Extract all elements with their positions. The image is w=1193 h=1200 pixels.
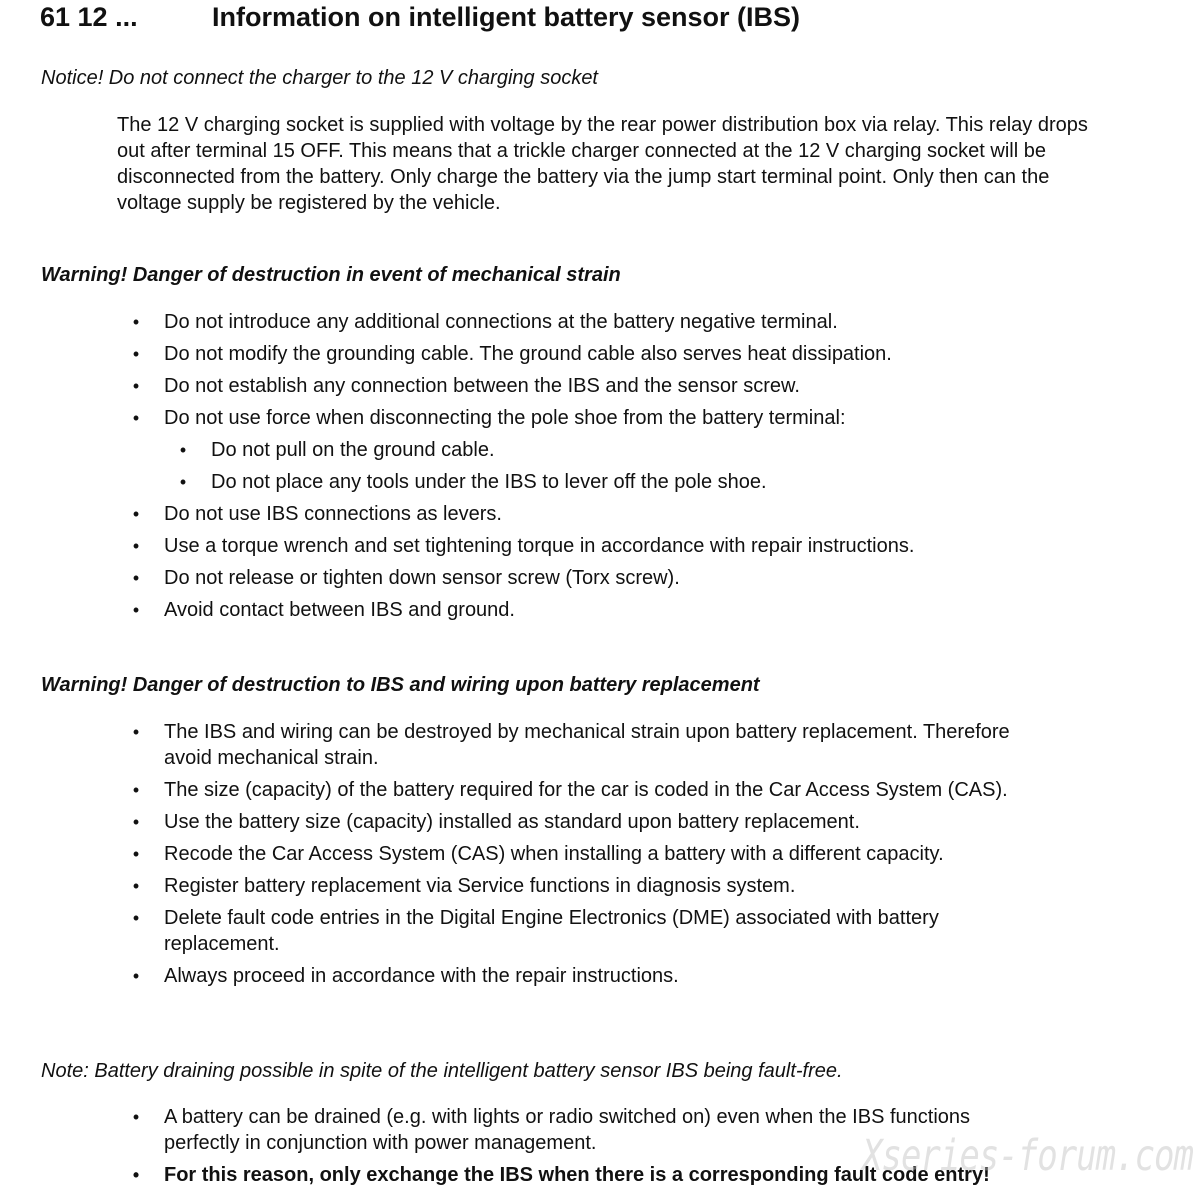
sub-list-item: • Do not pull on the ground cable.: [0, 437, 1071, 463]
bullet-icon: •: [132, 966, 140, 986]
bullet-icon: •: [132, 312, 140, 332]
list-item: • Delete fault code entries in the Digital Engine Electronics (DME) associated with battery replacement.: [0, 905, 1044, 957]
bullet-icon: •: [132, 1165, 140, 1185]
bullet-icon: •: [132, 812, 140, 832]
section-title: Information on intelligent battery sensor (IBS): [212, 2, 801, 32]
watermark: Xseries-forum.com: [862, 1131, 1193, 1181]
bullet-icon: •: [132, 780, 140, 800]
list-item: • Do not introduce any additional connections at the battery negative terminal.: [0, 309, 1044, 335]
list-item: • Recode the Car Access System (CAS) when installing a battery with a different capacity.: [0, 841, 1044, 867]
bullet-icon: •: [132, 344, 140, 364]
notice-paragraph: The 12 V charging socket is supplied with voltage by the rear power distribution box via relay. This relay drops out after terminal 15 OFF. This means that a trickle charger connected at the 12 V charging socket will be disconnected from the battery. Only charge the battery via the jump start terminal point. Only then can the voltage supply be registered by the vehicle.: [117, 114, 1088, 214]
list-item: • Do not establish any connection between the IBS and the sensor screw.: [0, 373, 1044, 399]
bullet-icon: •: [132, 408, 140, 428]
bullet-icon: •: [132, 568, 140, 588]
notice-heading: Notice! Do not connect the charger to the 12 V charging socket: [41, 67, 598, 89]
bullet-icon: •: [132, 844, 140, 864]
list-item: • The size (capacity) of the battery required for the car is coded in the Car Access System (CAS).: [0, 777, 1044, 803]
bullet-icon: •: [132, 504, 140, 524]
list-item: • Always proceed in accordance with the repair instructions.: [0, 963, 1044, 989]
warning-strain-heading: Warning! Danger of destruction in event of mechanical strain: [41, 264, 621, 286]
list-item: • The IBS and wiring can be destroyed by mechanical strain upon battery replacement. Therefore avoid mechanical strain.: [0, 719, 1044, 771]
list-item: • Do not use IBS connections as levers.: [0, 501, 1044, 527]
section-number: 61 12 ...: [40, 2, 138, 32]
bullet-icon: •: [179, 472, 187, 492]
list-item: • Do not modify the grounding cable. The ground cable also serves heat dissipation.: [0, 341, 1044, 367]
list-item: • A battery can be drained (e.g. with lights or radio switched on) even when the IBS functions perfectly in conjunction with power management.: [0, 1104, 1044, 1156]
bullet-icon: •: [132, 376, 140, 396]
bullet-icon: •: [132, 536, 140, 556]
bullet-icon: •: [132, 908, 140, 928]
bullet-icon: •: [132, 722, 140, 742]
bullet-icon: •: [179, 440, 187, 460]
note-heading: Note: Battery draining possible in spite of the intelligent battery sensor IBS being fault-free.: [41, 1060, 843, 1082]
list-item: • Do not release or tighten down sensor screw (Torx screw).: [0, 565, 1044, 591]
bullet-icon: •: [132, 1107, 140, 1127]
sub-list-item: • Do not place any tools under the IBS to lever off the pole shoe.: [0, 469, 1071, 495]
list-item: • Register battery replacement via Service functions in diagnosis system.: [0, 873, 1044, 899]
bullet-icon: •: [132, 600, 140, 620]
warning-replacement-list: [0, 719, 1144, 989]
bullet-icon: •: [132, 876, 140, 896]
list-item: • Use the battery size (capacity) installed as standard upon battery replacement.: [0, 809, 1044, 835]
warning-strain-list: [0, 309, 1144, 623]
list-item: • Use a torque wrench and set tightening torque in accordance with repair instructions.: [0, 533, 1044, 559]
list-item: • Do not use force when disconnecting the pole shoe from the battery terminal:: [0, 405, 1044, 431]
warning-replacement-heading: Warning! Danger of destruction to IBS and wiring upon battery replacement: [41, 674, 760, 696]
list-item-emphasis: • For this reason, only exchange the IBS when there is a corresponding fault code entry!: [0, 1162, 1044, 1188]
list-item: • Avoid contact between IBS and ground.: [0, 597, 1044, 623]
